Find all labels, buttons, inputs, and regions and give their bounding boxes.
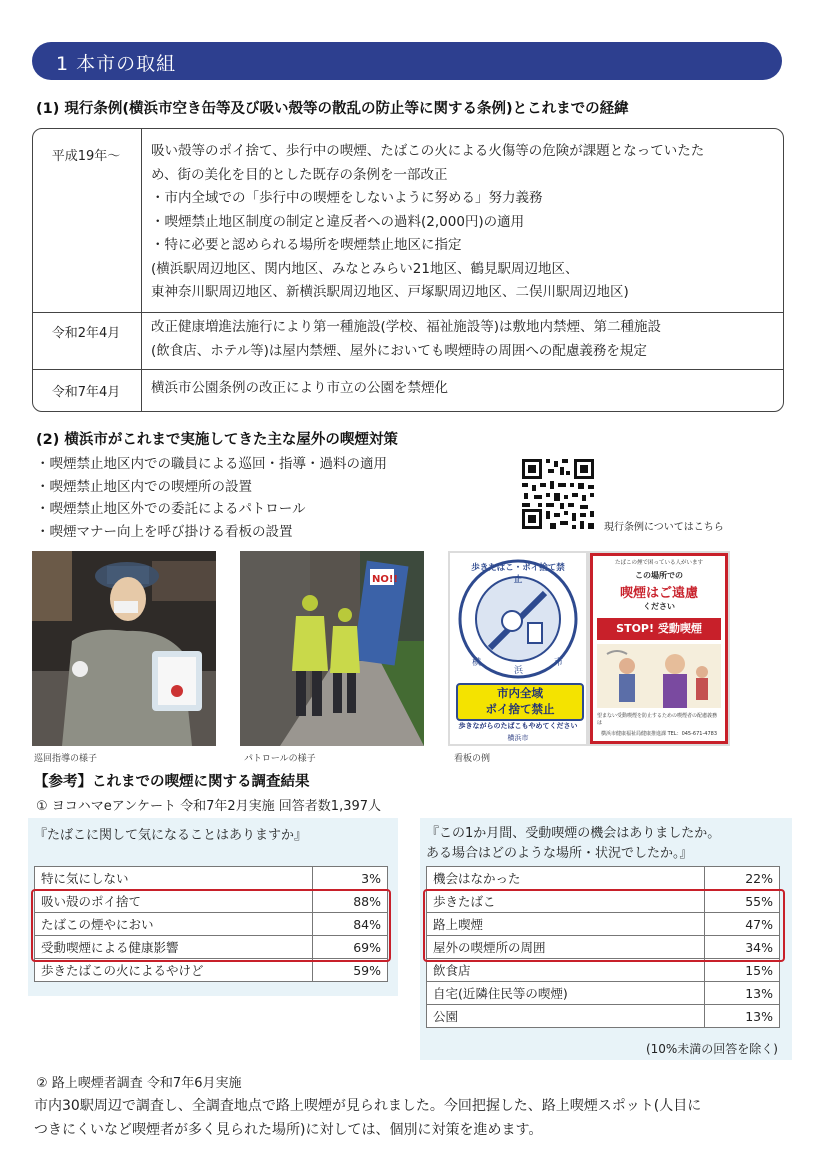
measures-item: ・喫煙禁止地区内での職員による巡回・指導・過料の適用: [36, 456, 387, 472]
history-text: [151, 377, 776, 401]
row-value: 13%: [705, 1005, 780, 1028]
measures-list: [36, 453, 387, 543]
sign-banner-line1: 市内全域: [497, 686, 543, 700]
survey2-line: 市内30駅周辺で調査し、全調査地点で路上喫煙が見られました。今回把握した、路上喫煙スポット(人目に: [34, 1098, 702, 1114]
row-value: 15%: [705, 959, 780, 982]
row-value: 13%: [705, 982, 780, 1005]
row-value: 3%: [313, 867, 388, 890]
survey2-line: つきにくいなど喫煙者が多く見られた場所)に対しては、個別に対策を進めます。: [34, 1122, 543, 1138]
sign2-top: たばこの煙で困っている人がいます: [614, 560, 703, 566]
photo-signs: [448, 551, 730, 746]
row-value: 22%: [705, 867, 780, 890]
highlight-box: [31, 889, 391, 962]
row-label: 公園: [427, 1005, 705, 1028]
table-row: [35, 867, 388, 890]
row-value: 59%: [313, 959, 388, 982]
history-heading: (1) 現行条例(横浜市空き缶等及び吸い殻等の散乱の防止等に関する条例)とこれまでの経緯: [36, 101, 629, 117]
sign2-note: 望まない受動喫煙を防止するための喫煙者の配慮義務は: [597, 713, 718, 726]
photo-patrol: [240, 551, 424, 746]
history-date: 令和7年4月: [51, 385, 121, 400]
row-value: 34%: [705, 936, 780, 959]
survey-right-question-2: ある場合はどのような場所・状況でしたか。』: [426, 846, 693, 861]
photo-patrol-guidance: [32, 551, 216, 746]
measures-item: ・喫煙マナー向上を呼び掛ける看板の設置: [36, 523, 293, 540]
history-text: [151, 140, 776, 305]
row-value: 69%: [313, 936, 388, 959]
section-banner: [32, 42, 782, 80]
row-label: 受動喫煙による健康影響: [35, 936, 313, 959]
patrol-sign-text: NO!!: [372, 574, 398, 585]
history-line: 東神奈川駅周辺地区、新横浜駅周辺地区、戸塚駅周辺地区、二俣川駅周辺地区): [151, 284, 629, 300]
sign-arc-text: 歩きたばこ・ポイ捨て禁止: [471, 563, 565, 585]
history-line: ・市内全域での「歩行中の喫煙をしないように努める」努力義務: [151, 190, 543, 206]
photo-patrol-image: [240, 551, 424, 746]
table-row: [427, 867, 780, 890]
reference-heading: 【参考】これまでの喫煙に関する調査結果: [34, 774, 310, 790]
row-value: 47%: [705, 913, 780, 936]
table-row: [427, 982, 780, 1005]
history-line: ・喫煙禁止地区制度の制定と違反者への過料(2,000円)の適用: [151, 213, 525, 230]
sign2-footer: 横浜市健康福祉局健康推進課 TEL：045-671-4783: [600, 731, 717, 737]
sign-banner: [456, 683, 584, 721]
survey-left-question: 『たばこに関して気になることはありますか』: [34, 828, 308, 843]
history-text: [151, 316, 776, 363]
history-line: ・特に必要と認められる場所を喫煙禁止地区に指定: [151, 237, 462, 253]
history-line: 吸い殻等のポイ捨て、歩行中の喫煙、たばこの火による火傷等の危険が課題となっていたた: [151, 143, 705, 159]
sign2-title2: 喫煙はご遠慮: [619, 586, 698, 601]
measures-heading: (2) 横浜市がこれまで実施してきた主な屋外の喫煙対策: [36, 432, 398, 448]
sign-banner-line2: ポイ捨て禁止: [485, 702, 555, 716]
sign-line2: 横浜市: [507, 734, 529, 742]
sign-city-mid: 浜: [514, 666, 524, 676]
sign-no-littering: [450, 553, 586, 744]
row-label: 屋外の喫煙所の周囲: [427, 936, 705, 959]
row-label: 機会はなかった: [427, 867, 705, 890]
sign2-illustration: [597, 644, 721, 708]
row-value: 84%: [313, 913, 388, 936]
sign2-title3: ください: [643, 602, 675, 611]
table-row: [427, 1005, 780, 1028]
section-title: 1 本市の取組: [56, 53, 177, 75]
history-table: [32, 128, 784, 412]
survey-right-panel: [420, 818, 792, 1060]
row-label: 特に気にしない: [35, 867, 313, 890]
sign-city-left: 横: [472, 658, 482, 668]
row-label: 歩きたばこの火によるやけど: [35, 959, 313, 982]
survey-right-note: (10%未満の回答を除く): [645, 1042, 778, 1056]
row-label: 吸い殻のポイ捨て: [35, 890, 313, 913]
sign-line1: 歩きながらのたばこもやめてください: [458, 722, 578, 730]
photo-caption: 巡回指導の様子: [34, 754, 98, 764]
history-row-separator: [33, 369, 783, 370]
survey2-text: [34, 1094, 701, 1142]
row-label: たばこの煙やにおい: [35, 913, 313, 936]
history-line: (飲食店、ホテル等)は屋内禁煙、屋外においても喫煙時の周囲への配慮義務を規定: [151, 342, 647, 359]
row-value: 55%: [705, 890, 780, 913]
survey-right-question-1: 『この1か月間、受動喫煙の機会はありましたか。: [426, 826, 721, 841]
row-value: 88%: [313, 890, 388, 913]
photo-caption: 看板の例: [454, 754, 491, 764]
history-date: 平成19年〜: [51, 149, 121, 164]
sign2-title1: この場所での: [635, 571, 683, 580]
photo-patrol-guidance-image: [32, 551, 216, 746]
history-line: め、街の美化を目的とした既存の条例を一部改正: [151, 166, 448, 183]
survey-left-panel: [28, 818, 398, 996]
history-line: 改正健康増進法施行により第一種施設(学校、福祉施設等)は敷地内禁煙、第二種施設: [151, 319, 662, 335]
photo-caption: パトロールの様子: [244, 754, 316, 764]
survey1-title: ① ヨコハマeアンケート 令和7年2月実施 回答者数1,397人: [36, 799, 382, 814]
qr-code-graphic: [520, 457, 596, 531]
qr-caption: 現行条例についてはこちら: [604, 522, 724, 533]
history-line: (横浜駅周辺地区、関内地区、みなとみらい21地区、鶴見駅周辺地区、: [151, 260, 579, 277]
highlight-box: [423, 889, 785, 962]
row-label: 歩きたばこ: [427, 890, 705, 913]
row-label: 自宅(近隣住民等の喫煙): [427, 982, 705, 1005]
history-date: 令和2年4月: [51, 326, 121, 341]
measures-item: ・喫煙禁止地区外での委託によるパトロール: [36, 501, 306, 517]
qr-code[interactable]: [520, 457, 596, 531]
sign-city-right: 市: [554, 658, 564, 668]
history-line: 横浜市公園条例の改正により市立の公園を禁煙化: [151, 380, 448, 396]
sign-no-smoking: [590, 553, 728, 744]
history-row-separator: [33, 312, 783, 313]
measures-item: ・喫煙禁止地区内での喫煙所の設置: [36, 478, 252, 495]
survey2-title: ② 路上喫煙者調査 令和7年6月実施: [36, 1076, 242, 1091]
row-label: 飲食店: [427, 959, 705, 982]
sign2-stop: STOP! 受動喫煙: [597, 618, 721, 640]
row-label: 路上喫煙: [427, 913, 705, 936]
